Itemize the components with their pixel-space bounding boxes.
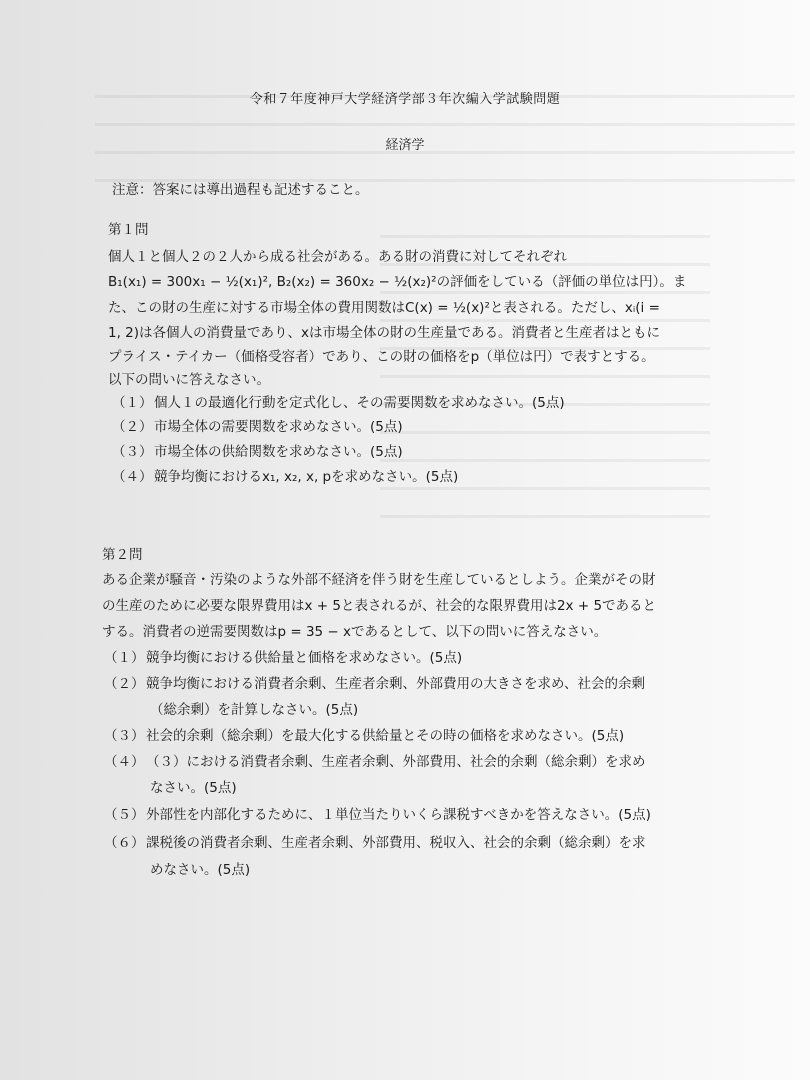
q1-item-text: 競争均衡におけるx₁, x₂, x, pを求めなさい。(5点) (154, 469, 459, 485)
q2-item-text: 競争均衡における供給量と価格を求めなさい。(5点) (146, 650, 463, 666)
q2-item (104, 831, 646, 851)
q2-item (104, 646, 462, 666)
q1-intro-line: B₁(x₁) = 300x₁ − ½(x₁)², B₂(x₂) = 360x₂ − ½(x₂)²の評価をしている（評価の単位は円）。ま (108, 274, 687, 290)
q2-item-number: （３） (104, 728, 145, 744)
q1-intro-line: 1, 2)は各個人の消費量であり、xは市場全体の財の生産量である。消費者と生産者はともに (108, 325, 661, 341)
q2-item-number: （５） (104, 807, 145, 823)
q2-intro-line: の生産のために必要な限界費用はx + 5と表されるが、社会的な限界費用は2x + 5であると (102, 598, 657, 614)
q1-item-number: （３） (112, 444, 153, 460)
q1-item (112, 465, 458, 485)
q2-item-text: 競争均衡における消費者余剰、生産者余剰、外部費用の大きさを求め、社会的余剰 (146, 676, 645, 692)
q1-intro-line: 個人１と個人２の２人から成る社会がある。ある財の消費に対してそれぞれ (108, 249, 567, 265)
exam-title: 令和７年度神戸大学経済学部３年次編入学試験問題 (249, 92, 561, 107)
q1-item-text: 個人１の最適化行動を定式化し、その需要関数を求めなさい。(5点) (154, 395, 565, 411)
q1-item (112, 391, 565, 411)
q1-item-text: 市場全体の供給関数を求めなさい。(5点) (154, 444, 403, 460)
q1-item-number: （４） (112, 469, 153, 485)
q1-item (112, 440, 403, 460)
q2-item-continuation: なさい。(5点) (150, 780, 237, 796)
q2-item (104, 672, 645, 692)
q2-item-number: （６） (104, 835, 145, 851)
q2-item (104, 724, 624, 744)
q1-intro-line: プライス・テイカー（価格受容者）であり、この財の価格をp（単位は円）で表すとする。 (108, 349, 655, 365)
q2-item-continuation: （総余剰）を計算しなさい。(5点) (150, 702, 359, 718)
exam-note: 注意：答案には導出過程も記述すること。 (112, 182, 369, 198)
q1-item (112, 415, 403, 435)
q2-item (104, 750, 646, 770)
q2-intro-line: ある企業が騒音・汚染のような外部不経済を伴う財を生産しているとしよう。企業がその財 (102, 572, 656, 588)
q2-item-text: 課税後の消費者余剰、生産者余剰、外部費用、税収入、社会的余剰（総余剰）を求 (146, 835, 646, 851)
q1-intro-line: た、この財の生産に対する市場全体の費用関数はC(x) = ½(x)²と表される。ただし、xᵢ(i = (108, 300, 660, 316)
q2-heading: 第２問 (102, 547, 143, 563)
q2-item-text: 外部性を内部化するために、１単位当たりいくら課税すべきかを答えなさい。(5点) (146, 807, 651, 823)
q2-item-text: 社会的余剰（総余剰）を最大化する供給量とその時の価格を求めなさい。(5点) (146, 728, 625, 744)
q1-item-number: （２） (112, 419, 153, 435)
q1-item-text: 市場全体の需要関数を求めなさい。(5点) (154, 419, 403, 435)
q2-item-continuation: めなさい。(5点) (150, 862, 251, 878)
q2-item (104, 803, 651, 823)
q2-intro-line: する。消費者の逆需要関数はp = 35 − xであるとして、以下の問いに答えなさい。 (102, 624, 608, 640)
q1-intro-line: 以下の問いに答えなさい。 (108, 372, 270, 388)
exam-subject: 経済学 (385, 138, 425, 153)
q1-item-number: （１） (112, 395, 153, 411)
q2-item-text: （３）における消費者余剰、生産者余剰、外部費用、社会的余剰（総余剰）を求め (146, 754, 646, 770)
q1-heading: 第１問 (108, 222, 149, 238)
q2-item-number: （１） (104, 650, 145, 666)
q2-item-number: （２） (104, 676, 145, 692)
q2-item-number: （４） (104, 754, 145, 770)
